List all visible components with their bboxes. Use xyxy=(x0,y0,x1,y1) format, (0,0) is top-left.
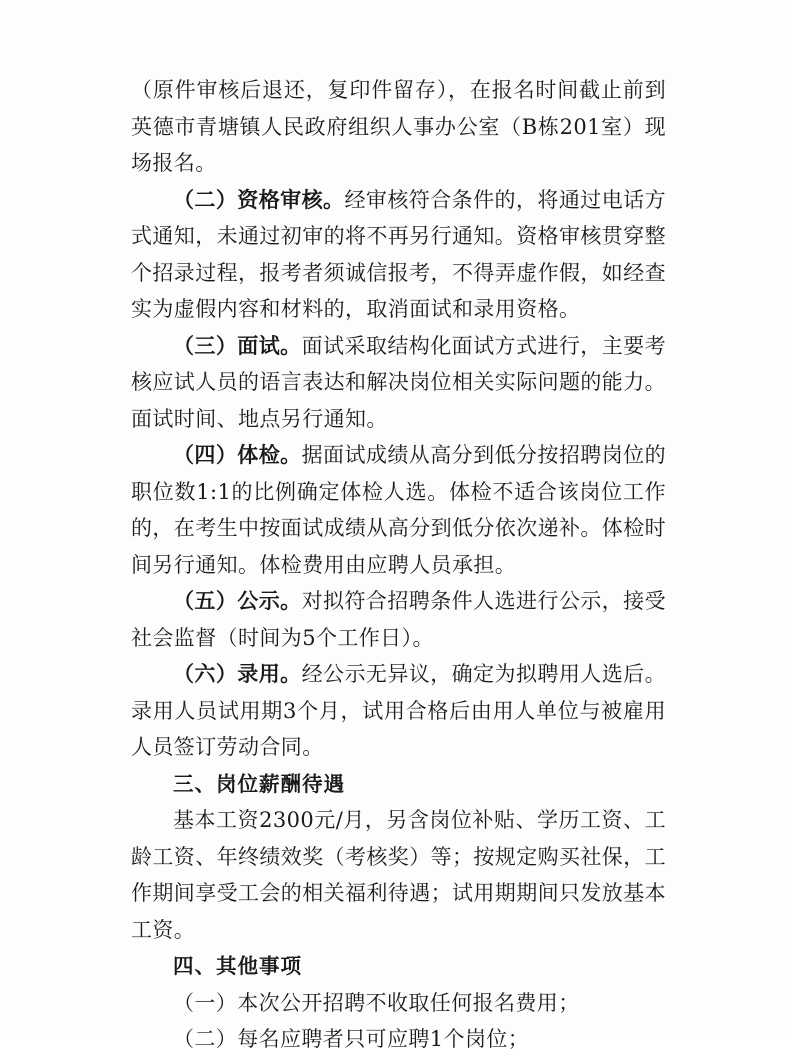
section-label-employment: （六）录用。 xyxy=(173,661,302,686)
section-text-qualification-review: 经审核符合条件的，将通过电话方式通知，未通过初审的将不再另行通知。资格审核贯穿整个招录过程，报考者须诚信报考，不得弄虚作假，如经查实为虚假内容和材料的，取消面试和录用资格。 xyxy=(131,187,667,321)
paragraph-physical-exam xyxy=(131,437,666,583)
section-label-publicity: （五）公示。 xyxy=(173,588,302,613)
paragraph-one-position: （二）每名应聘者只可应聘1个岗位； xyxy=(173,1027,530,1051)
section-text-employment: 经公示无异议，确定为拟聘用人选后。录用人员试用期3个月，试用合格后由用人单位与被雇用人员签订劳动合同。 xyxy=(131,662,666,759)
paragraph-registration-location: （原件审核后退还，复印件留存），在报名时间截止前到英德市青塘镇人民政府组织人事办公室（B栋201室）现场报名。 xyxy=(131,78,666,175)
paragraph-publicity xyxy=(131,583,666,656)
section-label-qualification-review: （二）资格审核。 xyxy=(173,186,345,212)
heading-salary-benefits: 三、岗位薪酬待遇 xyxy=(173,771,345,796)
section-label-physical-exam: （四）体检。 xyxy=(173,442,302,467)
document-body xyxy=(131,72,666,1058)
paragraph-interview xyxy=(131,328,666,438)
paragraph-no-fee: （一）本次公开招聘不收取任何报名费用； xyxy=(173,990,580,1015)
paragraph-employment xyxy=(131,656,666,766)
section-label-interview: （三）面试。 xyxy=(173,332,302,358)
section-text-publicity: 对拟符合招聘条件人选进行公示，接受社会监督（时间为5个工作日）。 xyxy=(131,589,666,650)
paragraph-salary-benefits: 基本工资2300元/月，另含岗位补贴、学历工资、工龄工资、年终绩效奖（考核奖）等；按规定购买社保，工作期间享受工会的相关福利待遇；试用期期间只发放基本工资。 xyxy=(131,808,666,942)
section-text-physical-exam: 据面试成绩从高分到低分按招聘岗位的职位数1:1的比例确定体检人选。体检不适合该岗位工作的，在考生中按面试成绩从高分到低分依次递补。体检时间另行通知。体检费用由应聘人员承担。 xyxy=(131,443,666,577)
section-text-interview: 面试采取结构化面试方式进行，主要考核应试人员的语言表达和解决岗位相关实际问题的能力。面试时间、地点另行通知。 xyxy=(131,333,666,431)
heading-other-matters: 四、其他事项 xyxy=(173,954,302,978)
paragraph-qualification-review xyxy=(131,182,666,328)
